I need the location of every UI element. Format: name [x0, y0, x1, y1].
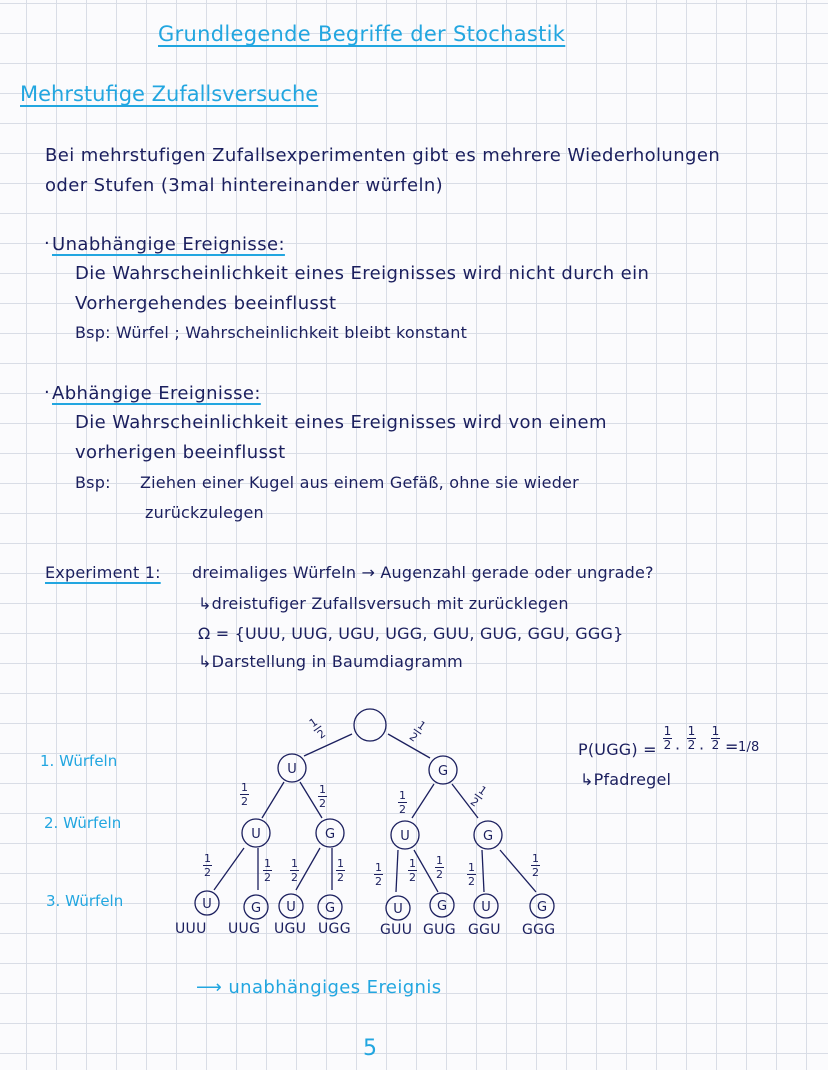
leaf-outcome: UUG	[228, 921, 261, 937]
branch-fraction: 1 2	[532, 852, 539, 879]
leaf-outcome: GUU	[380, 922, 413, 938]
experiment-line-1: dreimaliges Würfeln → Augenzahl gerade oder ungrade?	[192, 563, 654, 582]
tree-node-label: U	[287, 762, 297, 777]
tree-node-label: G	[436, 899, 448, 914]
unabhaengig-example: Bsp: Würfel ; Wahrscheinlichkeit bleibt konstant	[75, 323, 468, 342]
branch-fraction: 1 2	[264, 857, 271, 884]
bullet-dot: ·	[44, 382, 51, 403]
branch-fraction: 1 2	[399, 789, 406, 816]
tree-node-label: U	[400, 829, 410, 844]
tree-node-label: U	[481, 900, 491, 915]
conclusion: ⟶ unabhängiges Ereignis	[196, 977, 442, 998]
experiment-label: Experiment 1:	[45, 563, 161, 582]
tree-node-label: G	[536, 900, 548, 915]
section-heading: Mehrstufige Zufallsversuche	[20, 82, 319, 106]
bullet-dot: ·	[44, 233, 51, 254]
experiment-line-2: ↳dreistufiger Zufallsversuch mit zurücklegen	[198, 594, 569, 613]
unabhaengig-heading: Unabhängige Ereignisse:	[52, 234, 285, 255]
branch-fraction: 1 2	[291, 857, 298, 884]
level-label-1: 1. Würfeln	[40, 752, 118, 770]
abhaengig-example-line-2: zurückzulegen	[145, 503, 264, 522]
level-label-2: 2. Würfeln	[44, 814, 122, 832]
branch-fraction: 1 2	[241, 781, 248, 808]
tree-edge	[214, 848, 244, 890]
branch-fraction: 1 2	[337, 857, 344, 884]
tree-node-label: G	[482, 829, 494, 844]
multiply-dot: ·	[699, 739, 705, 758]
leaf-outcome: GGU	[468, 922, 501, 938]
experiment-omega: Ω = {UUU, UUG, UGU, UGG, GUU, GUG, GGU, GGG}	[198, 624, 624, 643]
intro-line-1: Bei mehrstufigen Zufallsexperimenten gibt es mehrere Wiederholungen	[45, 145, 721, 166]
branch-fraction: 1 2	[319, 783, 326, 810]
abhaengig-line-2: vorherigen beeinflusst	[75, 442, 286, 463]
leaf-outcome: GGG	[522, 922, 556, 938]
branch-fraction: 1 2	[204, 852, 211, 879]
probability-lhs: P(UGG) =	[578, 740, 657, 759]
experiment-line-4: ↳Darstellung in Baumdiagramm	[198, 652, 463, 671]
page-title: Grundlegende Begriffe der Stochastik	[158, 22, 566, 46]
tree-node-label: U	[202, 897, 212, 912]
unabhaengig-line-1: Die Wahrscheinlichkeit eines Ereignisses wird nicht durch ein	[75, 263, 650, 284]
prob-fraction: 1 2	[687, 724, 696, 752]
leaf-outcome: UGG	[318, 921, 351, 937]
tree-edge	[482, 850, 484, 892]
branch-fraction: 1 2	[406, 718, 429, 745]
tree-edge	[412, 784, 434, 818]
tree-node-label: G	[324, 901, 336, 916]
abhaengig-heading: Abhängige Ereignisse:	[52, 383, 261, 404]
leaf-outcome: UGU	[274, 921, 307, 937]
tree-node-label: G	[324, 827, 336, 842]
branch-fraction: 1 2	[467, 783, 490, 810]
branch-fraction: 1 2	[375, 861, 382, 888]
unabhaengig-line-2: Vorhergehendes beeinflusst	[75, 293, 337, 314]
equals-sign: =	[725, 737, 739, 756]
branch-fraction: 1 2	[306, 715, 329, 742]
branch-fraction: 1 2	[409, 857, 416, 884]
path-rule: ↳Pfadregel	[580, 770, 672, 789]
abhaengig-example-label: Bsp:	[75, 473, 111, 492]
prob-fraction: 1 2	[663, 724, 672, 752]
branch-fraction: 1 2	[436, 854, 443, 881]
tree-edge	[396, 850, 398, 892]
intro-line-2: oder Stufen (3mal hintereinander würfeln)	[45, 175, 444, 196]
leaf-outcome: GUG	[423, 922, 456, 938]
tree-node-label: U	[286, 900, 296, 915]
tree-node-label: U	[393, 902, 403, 917]
tree-edge	[296, 848, 320, 890]
level-label-3: 3. Würfeln	[46, 892, 124, 910]
multiply-dot: ·	[675, 739, 681, 758]
probability-result: 1/8	[738, 740, 760, 755]
tree-node-label: G	[437, 764, 449, 779]
tree-edge	[262, 782, 284, 818]
leaf-outcome: UUU	[175, 921, 207, 937]
tree-node-label: G	[250, 901, 262, 916]
abhaengig-line-1: Die Wahrscheinlichkeit eines Ereignisses wird von einem	[75, 412, 607, 433]
abhaengig-example-line-1: Ziehen einer Kugel aus einem Gefäß, ohne sie wieder	[140, 473, 579, 492]
prob-fraction: 1 2	[711, 724, 720, 752]
tree-node-label: U	[251, 827, 261, 842]
branch-fraction: 1 2	[468, 861, 475, 888]
page-number: 5	[363, 1036, 377, 1061]
tree-root	[354, 709, 386, 741]
